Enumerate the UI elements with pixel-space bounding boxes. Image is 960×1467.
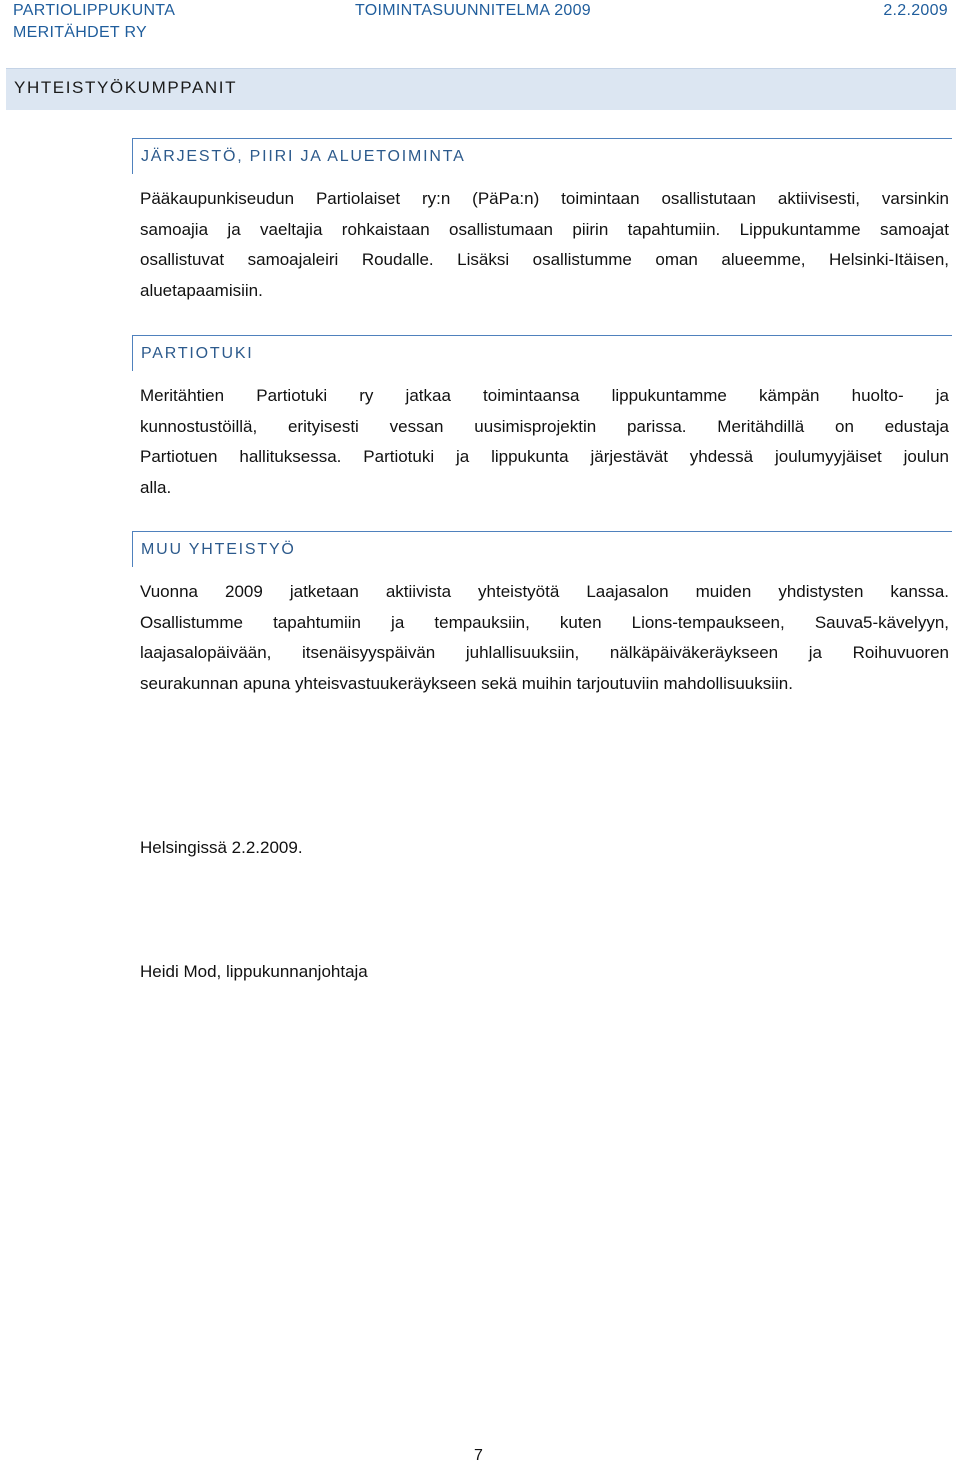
header-org-line1: PARTIOLIPPUKUNTA xyxy=(13,2,176,19)
paragraph-line: aluetapaamisiin. xyxy=(140,280,263,300)
section-heading-muu-yhteistyo xyxy=(132,531,952,567)
main-heading: YHTEISTYÖKUMPPANIT xyxy=(14,78,238,97)
section-paragraph-partiotuki xyxy=(140,381,949,503)
paragraph-line: kunnostustöillä, erityisesti vessan uusimisprojektin parissa. Meritähdillä on edustaja xyxy=(140,416,949,436)
paragraph-line: samoajia ja vaeltajia rohkaistaan osallistumaan piirin tapahtumiin. Lippukuntamme samoajat xyxy=(140,219,949,239)
closing-place-date: Helsingissä 2.2.2009. xyxy=(140,838,303,857)
paragraph-line: Pääkaupunkiseudun Partiolaiset ry:n (PäPa:n) toimintaan osallistutaan aktiivisesti, varsinkin xyxy=(140,189,949,208)
paragraph-line: Vuonna 2009 jatketaan aktiivista yhteistyötä Laajasalon muiden yhdistysten kanssa. xyxy=(140,582,949,601)
main-heading-banner xyxy=(6,68,956,110)
header-date: 2.2.2009 xyxy=(883,2,948,19)
paragraph-line: seurakunnan apuna yhteisvastuukeräykseen sekä muihin tarjoutuviin mahdollisuuksiin. xyxy=(140,673,793,693)
header-document-title: TOIMINTASUUNNITELMA 2009 xyxy=(355,2,591,19)
section-paragraph-jarjesto xyxy=(140,184,949,306)
paragraph-line: laajasalopäivään, itsenäisyyspäivän juhlallisuuksiin, nälkäpäiväkeräykseen ja Roihuvuoren xyxy=(140,643,949,662)
page-number: 7 xyxy=(474,1447,483,1464)
section-heading-text: MUU YHTEISTYÖ xyxy=(141,541,296,558)
paragraph-line: alla. xyxy=(140,477,172,497)
section-heading-partiotuki xyxy=(132,335,952,371)
paragraph-line: Meritähtien Partiotuki ry jatkaa toimintaansa lippukuntamme kämpän huolto- ja xyxy=(140,386,949,405)
header-org-line2: MERITÄHDET RY xyxy=(13,24,147,41)
paragraph-line: Partiotuen hallituksessa. Partiotuki ja lippukunta järjestävät yhdessä joulumyyjäiset joulun xyxy=(140,447,949,466)
section-heading-text: JÄRJESTÖ, PIIRI JA ALUETOIMINTA xyxy=(141,148,466,165)
section-paragraph-muu-yhteistyo xyxy=(140,577,949,699)
header-organization xyxy=(13,0,175,44)
closing-signature: Heidi Mod, lippukunnanjohtaja xyxy=(140,962,368,981)
section-heading-text: PARTIOTUKI xyxy=(141,345,254,362)
paragraph-line: osallistuvat samoajaleiri Roudalle. Lisäksi osallistumme oman alueemme, Helsinki-Itäisen, xyxy=(140,250,949,269)
paragraph-line: Osallistumme tapahtumiin ja tempauksiin, kuten Lions-tempaukseen, Sauva5-kävelyyn, xyxy=(140,612,949,632)
section-heading-jarjesto xyxy=(132,138,952,174)
